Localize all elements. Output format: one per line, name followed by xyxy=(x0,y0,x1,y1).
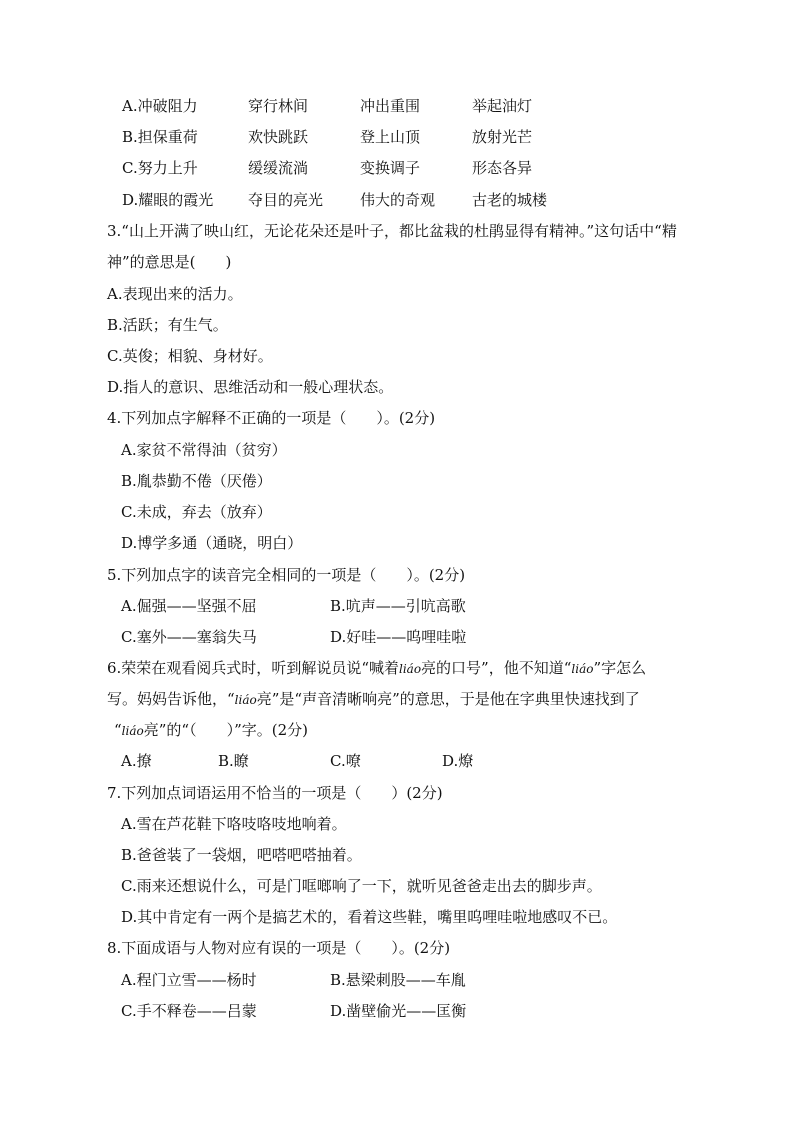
question-7-stem: 7.下列加点词语运用不恰当的一项是（ ）(2分) xyxy=(107,784,443,802)
question-4-option-a: A.家贫不常得油（贫穷） xyxy=(121,441,287,459)
table-cell: C.努力上升 xyxy=(122,159,198,177)
question-4-stem: 4.下列加点字解释不正确的一项是（ ）。(2分) xyxy=(107,409,436,427)
question-6-option-a: A.撩 xyxy=(121,752,152,770)
question-6-option-d: D.燎 xyxy=(442,752,474,770)
question-7-option-a: A.雪在芦花鞋下咯吱咯吱地响着。 xyxy=(121,815,347,833)
question-7-option-b: B.爸爸装了一袋烟，吧嗒吧嗒抽着。 xyxy=(121,846,362,864)
text-segment: “ xyxy=(114,721,122,739)
table-cell: 穿行林间 xyxy=(248,97,309,115)
table-cell: 登上山顶 xyxy=(360,128,421,146)
table-cell: 伟大的奇观 xyxy=(360,191,436,209)
text-segment: 6.荣荣在观看阅兵式时，听到解说员说“喊着 xyxy=(107,659,399,677)
table-cell: 古老的城楼 xyxy=(472,191,548,209)
question-8-option-c: C.手不释卷——吕蒙 xyxy=(121,1002,257,1020)
question-5-option-b: B.吭声——引吭高歌 xyxy=(330,597,466,615)
table-cell: 夺目的亮光 xyxy=(248,191,324,209)
table-cell: 举起油灯 xyxy=(472,97,533,115)
table-cell: B.担保重荷 xyxy=(122,128,198,146)
table-cell: 变换调子 xyxy=(360,159,421,177)
text-segment: ”字怎么 xyxy=(593,659,647,677)
table-cell: 冲出重围 xyxy=(360,97,421,115)
question-3-stem-cont: 神”的意思是( ) xyxy=(107,253,232,271)
text-segment: 亮”的“（ ）”字。(2分) xyxy=(143,721,308,739)
question-8-option-b: B.悬梁刺股——车胤 xyxy=(330,971,466,989)
question-5-option-a: A.倔强——坚强不屈 xyxy=(121,597,257,615)
question-5-option-d: D.好哇——呜哩哇啦 xyxy=(330,628,467,646)
question-7-option-d: D.其中肯定有一两个是搞艺术的，看着这些鞋，嘴里呜哩哇啦地感叹不已。 xyxy=(121,908,618,926)
table-cell: 放射光芒 xyxy=(472,128,533,146)
question-5-stem: 5.下列加点字的读音完全相同的一项是（ ）。(2分) xyxy=(107,566,466,584)
table-cell: 欢快跳跃 xyxy=(248,128,309,146)
question-6-option-c: C.嘹 xyxy=(330,752,361,770)
pinyin-text: liáo xyxy=(398,662,422,676)
question-3-option-b: B.活跃；有生气。 xyxy=(107,316,228,334)
question-8-option-d: D.凿壁偷光——匡衡 xyxy=(330,1002,467,1020)
table-cell: A.冲破阻力 xyxy=(122,97,198,115)
question-3-option-a: A.表现出来的活力。 xyxy=(107,285,243,303)
text-segment: 亮”是“声音清晰响亮”的意思，于是他在字典里快速找到了 xyxy=(256,690,640,708)
question-6-option-b: B.瞭 xyxy=(218,752,249,770)
question-4-option-c: C.未成，弃去（放弃） xyxy=(121,503,272,521)
pinyin-text: liáo xyxy=(234,693,257,707)
question-7-option-c: C.雨来还想说什么，可是门哐啷响了一下，就听见爸爸走出去的脚步声。 xyxy=(121,877,602,895)
table-cell: 缓缓流淌 xyxy=(248,159,309,177)
question-5-option-c: C.塞外——塞翁失马 xyxy=(121,628,257,646)
text-segment: 亮的口号”，他不知道“ xyxy=(421,659,572,677)
table-cell: D.耀眼的霞光 xyxy=(122,191,214,209)
question-4-option-b: B.胤恭勤不倦（厌倦） xyxy=(121,472,272,490)
question-4-option-d: D.博学多通（通晓，明白） xyxy=(121,534,303,552)
pinyin-text: liáo xyxy=(121,724,144,738)
pinyin-text: liáo xyxy=(571,662,594,676)
table-cell: 形态各异 xyxy=(472,159,533,177)
question-8-stem: 8.下面成语与人物对应有误的一项是（ ）。(2分) xyxy=(107,939,451,957)
question-6-stem-line3 xyxy=(114,720,308,740)
question-3-option-d: D.指人的意识、思维活动和一般心理状态。 xyxy=(107,378,394,396)
question-6-stem-line1 xyxy=(107,658,646,678)
question-3-stem: 3.“山上开满了映山红，无论花朵还是叶子，都比盆栽的杜鹃显得有精神。”这句话中“精 xyxy=(107,222,677,240)
question-8-option-a: A.程门立雪——杨时 xyxy=(121,971,257,989)
text-segment: 写。妈妈告诉他，“ xyxy=(107,690,235,708)
question-3-option-c: C.英俊；相貌、身材好。 xyxy=(107,347,273,365)
question-6-stem-line2 xyxy=(107,689,640,709)
